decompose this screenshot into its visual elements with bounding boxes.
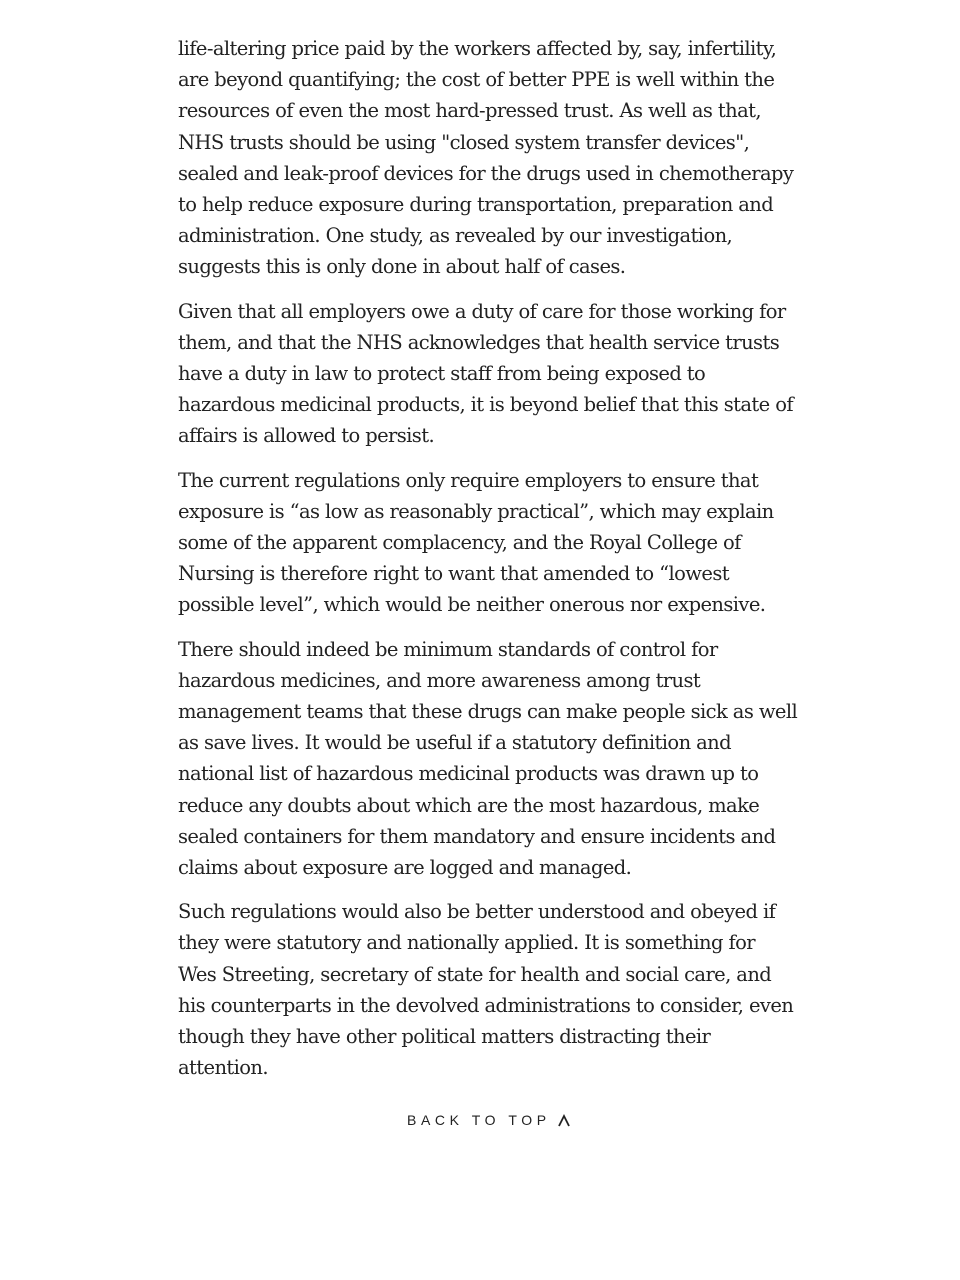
article-paragraph: life-altering price paid by the workers affected by, say, infertility, are beyond quantifying; the cost of better PPE is well within the resources of even the most hard-pressed trust. As well as that, NHS trusts should be using "closed system transfer devices", sealed and leak-proof devices for the drugs used in chemotherapy to help reduce exposure during transportation, preparation and administration. One study, as revealed by our investigation, suggests this is only done in about half of cases. [178,37,794,279]
back-to-top-link[interactable] [407,1112,571,1128]
article-paragraph: There should indeed be minimum standards of control for hazardous medicines, and more awareness among trust management teams that these drugs can make people sick as well as save lives. It would be useful if a statutory definition and national list of hazardous medicinal products was drawn up to reduce any doubts about which are the most hazardous, make sealed containers for them mandatory and ensure incidents and claims about exposure are logged and managed. [178,637,798,880]
article-paragraph: The current regulations only require employers to ensure that exposure is “as low as reasonably practical”, which may explain some of the apparent complacency, and the Royal College of Nursing is therefore right to want that amended to “lowest possible level”, which would be neither onerous nor expensive. [178,468,774,617]
article-paragraph: Such regulations would also be better understood and obeyed if they were statutory and nationally applied. It is something for Wes Streeting, secretary of state for health and social care, and his counterparts in the devolved administrations to consider, even though they have other political matters distracting their attention. [178,900,794,1080]
article-body [178,33,798,1097]
article-paragraph: Given that all employers owe a duty of care for those working for them, and that the NHS acknowledges that health service trusts have a duty in law to protect staff from being exposed to hazardous medicinal products, it is beyond belief that this state of affairs is allowed to persist. [178,299,793,448]
back-to-top-label: BACK TO TOP [407,1112,551,1128]
caret-up-icon [557,1112,571,1128]
